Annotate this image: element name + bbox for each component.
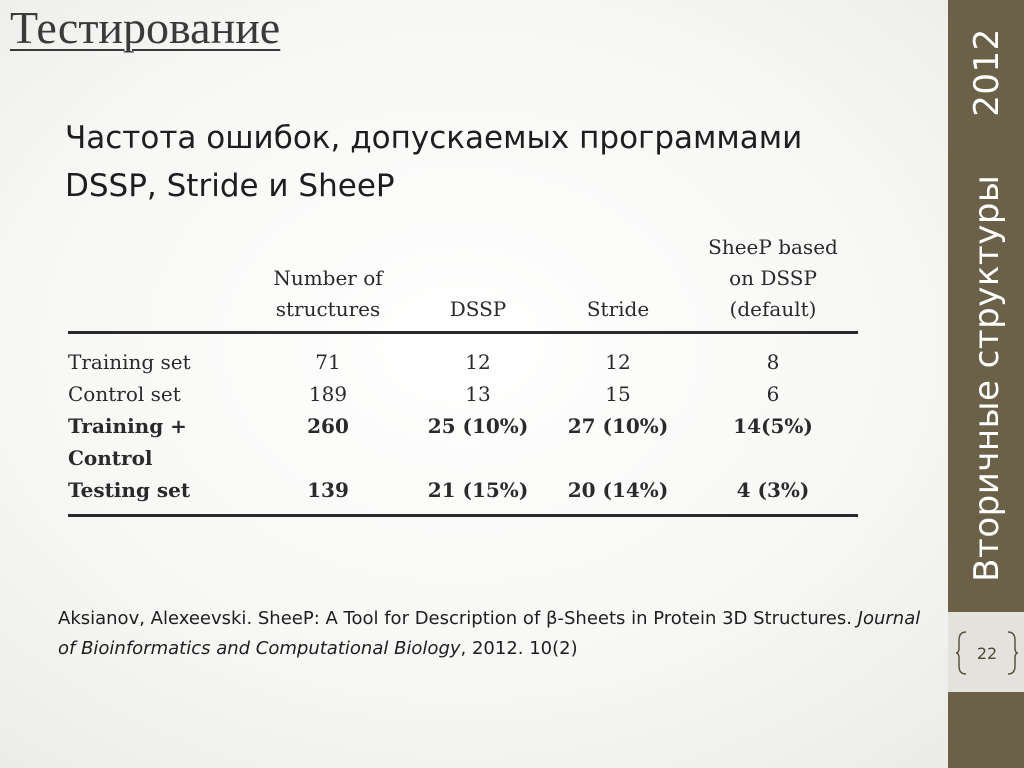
citation-authors-title: Aksianov, Alexeevski. SheeP: A Tool for Description of β-Sheets in Protein 3D Structures. <box>58 608 858 629</box>
citation <box>58 604 928 664</box>
subtitle-line-1: Частота ошибок, допускаемых программами <box>65 120 803 156</box>
slide-title: Тестирование <box>10 2 281 53</box>
cell-stride: 20 (14%) <box>567 478 669 502</box>
cell-sheep: 6 <box>766 382 780 406</box>
cell-num: 189 <box>308 382 348 406</box>
slide-subtitle <box>65 114 925 210</box>
cell-num <box>248 442 408 474</box>
cell-sheep: 14(5%) <box>733 414 813 438</box>
page-number: 22 <box>976 643 998 663</box>
cell-dssp: 13 <box>465 382 491 406</box>
cell-sheep: 8 <box>766 350 780 374</box>
cell-num: 139 <box>307 478 349 502</box>
cell-stride: 15 <box>605 382 631 406</box>
subtitle-line-2: DSSP, Stride и SheeP <box>65 168 395 204</box>
citation-journal: Journal of Bioinformatics and Computational Biology <box>58 608 921 659</box>
header-sheep-line-1: SheeP based <box>708 235 838 259</box>
header-num-line-2: structures <box>275 297 381 321</box>
cell-sheep: 4 (3%) <box>736 478 810 502</box>
page-number-badge <box>956 628 1018 678</box>
cell-stride: 12 <box>605 350 631 374</box>
cell-stride <box>548 442 688 474</box>
cell-dssp <box>408 442 548 474</box>
header-label <box>68 232 248 333</box>
table-row <box>68 378 858 410</box>
row-label: Control set <box>68 382 181 406</box>
header-stride: Stride <box>586 297 650 321</box>
cell-sheep <box>688 442 858 474</box>
sidebar-year: 2012 <box>967 28 1007 117</box>
header-dssp: DSSP <box>449 297 507 321</box>
table-header-row <box>68 232 858 333</box>
cell-num: 260 <box>307 414 349 438</box>
table-row <box>68 474 858 516</box>
row-label: Training set <box>68 350 191 374</box>
table-row <box>68 410 858 442</box>
row-label: Training + <box>68 414 187 438</box>
table-row <box>68 333 858 379</box>
results-table <box>68 232 858 517</box>
table-row <box>68 442 858 474</box>
cell-stride: 27 (10%) <box>567 414 669 438</box>
citation-year-volume: , 2012. 10(2) <box>460 638 578 659</box>
cell-dssp: 21 (15%) <box>427 478 529 502</box>
row-label: Control <box>68 446 153 470</box>
header-number-of-structures <box>248 232 408 333</box>
row-label: Testing set <box>68 478 191 502</box>
sidebar-topic: Вторичные структуры <box>967 174 1007 582</box>
sidebar-vertical-title <box>967 28 1007 582</box>
cell-num: 71 <box>315 350 341 374</box>
header-num-line-1: Number of <box>273 266 383 290</box>
header-sheep-line-3: (default) <box>729 297 817 321</box>
cell-dssp: 25 (10%) <box>427 414 529 438</box>
header-sheep <box>688 232 858 333</box>
header-sheep-line-2: on DSSP <box>729 266 817 290</box>
cell-dssp: 12 <box>465 350 491 374</box>
